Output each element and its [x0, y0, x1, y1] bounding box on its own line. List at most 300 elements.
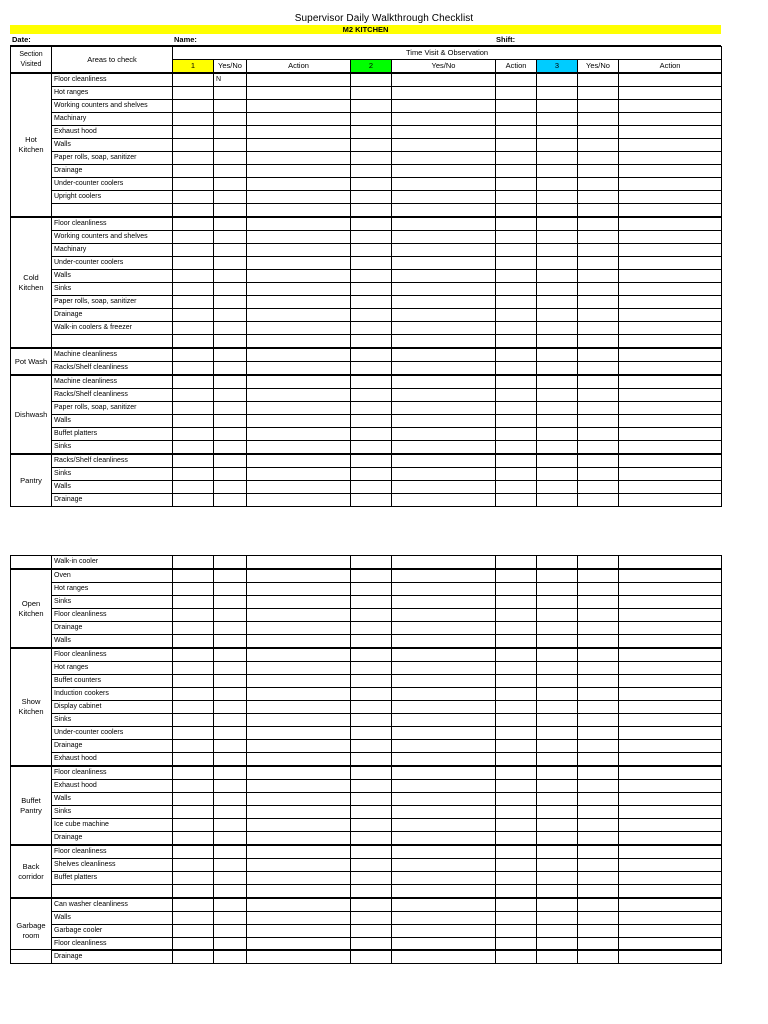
visit-2-time-cell[interactable] — [351, 596, 392, 609]
visit-1-yes-no-cell[interactable] — [214, 951, 247, 964]
visit-3-action-cell[interactable] — [619, 885, 722, 899]
visit-1-yes-no-cell[interactable] — [214, 178, 247, 191]
visit-1-action-cell[interactable] — [247, 596, 351, 609]
visit-2-time-cell[interactable] — [351, 428, 392, 441]
visit-1-yes-no-cell[interactable] — [214, 283, 247, 296]
visit-1-yes-no-cell[interactable] — [214, 701, 247, 714]
visit-3-yes-no-cell[interactable] — [578, 152, 619, 165]
visit-3-time-cell[interactable] — [537, 714, 578, 727]
visit-3-yes-no-cell[interactable] — [578, 244, 619, 257]
visit-2-action-cell[interactable] — [496, 126, 537, 139]
visit-1-yes-no-cell[interactable] — [214, 688, 247, 701]
visit-1-time-cell[interactable] — [173, 740, 214, 753]
visit-1-yes-no-cell[interactable] — [214, 139, 247, 152]
visit-3-time-cell[interactable] — [537, 296, 578, 309]
visit-1-yes-no-cell[interactable] — [214, 556, 247, 570]
visit-2-yes-no-cell[interactable] — [392, 283, 496, 296]
visit-3-yes-no-cell[interactable] — [578, 845, 619, 859]
visit-2-action-cell[interactable] — [496, 780, 537, 793]
visit-3-time-cell[interactable] — [537, 635, 578, 649]
visit-1-action-cell[interactable] — [247, 87, 351, 100]
visit-3-time-cell[interactable] — [537, 191, 578, 204]
visit-2-time-cell[interactable] — [351, 204, 392, 218]
visit-3-time-cell[interactable] — [537, 951, 578, 964]
visit-1-action-cell[interactable] — [247, 204, 351, 218]
visit-1-time-cell[interactable] — [173, 925, 214, 938]
visit-3-time-cell[interactable] — [537, 375, 578, 389]
visit-3-yes-no-cell[interactable] — [578, 204, 619, 218]
visit-1-yes-no-cell[interactable] — [214, 925, 247, 938]
visit-2-time-cell[interactable] — [351, 701, 392, 714]
visit-2-time-cell[interactable] — [351, 322, 392, 335]
visit-1-action-cell[interactable] — [247, 714, 351, 727]
visit-3-yes-no-cell[interactable] — [578, 688, 619, 701]
visit-2-action-cell[interactable] — [496, 309, 537, 322]
visit-3-action-cell[interactable] — [619, 428, 722, 441]
visit-3-action-cell[interactable] — [619, 204, 722, 218]
visit-2-yes-no-cell[interactable] — [392, 322, 496, 335]
visit-1-time-cell[interactable] — [173, 701, 214, 714]
visit-3-action-cell[interactable] — [619, 635, 722, 649]
visit-3-yes-no-cell[interactable] — [578, 296, 619, 309]
visit-2-yes-no-cell[interactable] — [392, 596, 496, 609]
visit-3-action-cell[interactable] — [619, 126, 722, 139]
visit-1-yes-no-cell[interactable] — [214, 217, 247, 231]
visit-2-action-cell[interactable] — [496, 675, 537, 688]
visit-1-action-cell[interactable] — [247, 675, 351, 688]
visit-2-time-cell[interactable] — [351, 402, 392, 415]
visit-1-time-cell[interactable] — [173, 113, 214, 126]
visit-2-time-cell[interactable] — [351, 270, 392, 283]
visit-1-time-cell[interactable] — [173, 832, 214, 846]
visit-1-action-cell[interactable] — [247, 283, 351, 296]
visit-2-time-cell[interactable] — [351, 819, 392, 832]
visit-1-action-cell[interactable] — [247, 191, 351, 204]
visit-2-time-cell[interactable] — [351, 468, 392, 481]
visit-3-yes-no-cell[interactable] — [578, 714, 619, 727]
visit-3-yes-no-cell[interactable] — [578, 322, 619, 335]
visit-1-action-cell[interactable] — [247, 468, 351, 481]
visit-3-yes-no-cell[interactable] — [578, 428, 619, 441]
visit-1-yes-no-cell[interactable] — [214, 859, 247, 872]
visit-1-time-cell[interactable] — [173, 727, 214, 740]
visit-2-yes-no-cell[interactable] — [392, 662, 496, 675]
visit-1-yes-no-cell[interactable] — [214, 569, 247, 583]
visit-3-yes-no-cell[interactable] — [578, 283, 619, 296]
visit-2-yes-no-cell[interactable] — [392, 152, 496, 165]
visit-1-yes-no-cell[interactable] — [214, 727, 247, 740]
visit-2-action-cell[interactable] — [496, 885, 537, 899]
visit-1-action-cell[interactable] — [247, 428, 351, 441]
visit-2-time-cell[interactable] — [351, 454, 392, 468]
visit-1-yes-no-cell[interactable] — [214, 872, 247, 885]
visit-2-yes-no-cell[interactable] — [392, 217, 496, 231]
visit-3-yes-no-cell[interactable] — [578, 583, 619, 596]
visit-3-yes-no-cell[interactable] — [578, 898, 619, 912]
visit-1-yes-no-cell[interactable] — [214, 87, 247, 100]
visit-1-yes-no-cell[interactable] — [214, 766, 247, 780]
visit-1-time-cell[interactable] — [173, 165, 214, 178]
visit-1-action-cell[interactable] — [247, 872, 351, 885]
visit-2-time-cell[interactable] — [351, 793, 392, 806]
visit-1-time-cell[interactable] — [173, 389, 214, 402]
visit-3-yes-no-cell[interactable] — [578, 912, 619, 925]
visit-3-yes-no-cell[interactable] — [578, 402, 619, 415]
visit-3-action-cell[interactable] — [619, 165, 722, 178]
visit-1-action-cell[interactable] — [247, 362, 351, 376]
visit-2-action-cell[interactable] — [496, 113, 537, 126]
visit-1-yes-no-cell[interactable] — [214, 113, 247, 126]
visit-2-yes-no-cell[interactable] — [392, 885, 496, 899]
visit-1-time-cell[interactable] — [173, 217, 214, 231]
visit-2-action-cell[interactable] — [496, 583, 537, 596]
visit-1-action-cell[interactable] — [247, 885, 351, 899]
visit-1-yes-no-cell[interactable] — [214, 806, 247, 819]
visit-1-action-cell[interactable] — [247, 100, 351, 113]
visit-3-yes-no-cell[interactable] — [578, 217, 619, 231]
visit-2-time-cell[interactable] — [351, 609, 392, 622]
visit-1-action-cell[interactable] — [247, 309, 351, 322]
visit-1-time-cell[interactable] — [173, 596, 214, 609]
visit-3-yes-no-cell[interactable] — [578, 622, 619, 635]
visit-1-time-cell[interactable] — [173, 753, 214, 767]
visit-1-action-cell[interactable] — [247, 335, 351, 349]
visit-1-action-cell[interactable] — [247, 583, 351, 596]
visit-1-action-cell[interactable] — [247, 569, 351, 583]
visit-3-action-cell[interactable] — [619, 231, 722, 244]
visit-3-action-cell[interactable] — [619, 648, 722, 662]
visit-1-action-cell[interactable] — [247, 622, 351, 635]
visit-1-action-cell[interactable] — [247, 270, 351, 283]
visit-2-yes-no-cell[interactable] — [392, 257, 496, 270]
visit-1-time-cell[interactable] — [173, 766, 214, 780]
visit-1-action-cell[interactable] — [247, 152, 351, 165]
visit-2-yes-no-cell[interactable] — [392, 925, 496, 938]
visit-3-yes-no-cell[interactable] — [578, 113, 619, 126]
visit-3-yes-no-cell[interactable] — [578, 859, 619, 872]
visit-1-time-cell[interactable] — [173, 859, 214, 872]
visit-3-action-cell[interactable] — [619, 609, 722, 622]
visit-2-yes-no-cell[interactable] — [392, 165, 496, 178]
visit-2-yes-no-cell[interactable] — [392, 204, 496, 218]
visit-2-action-cell[interactable] — [496, 244, 537, 257]
visit-3-time-cell[interactable] — [537, 819, 578, 832]
visit-3-yes-no-cell[interactable] — [578, 885, 619, 899]
visit-1-time-cell[interactable] — [173, 335, 214, 349]
visit-3-time-cell[interactable] — [537, 494, 578, 507]
visit-3-action-cell[interactable] — [619, 806, 722, 819]
visit-2-action-cell[interactable] — [496, 87, 537, 100]
visit-3-action-cell[interactable] — [619, 793, 722, 806]
visit-3-action-cell[interactable] — [619, 100, 722, 113]
visit-3-time-cell[interactable] — [537, 100, 578, 113]
visit-3-time-cell[interactable] — [537, 780, 578, 793]
visit-2-yes-no-cell[interactable] — [392, 481, 496, 494]
visit-2-action-cell[interactable] — [496, 139, 537, 152]
visit-1-action-cell[interactable] — [247, 481, 351, 494]
visit-3-action-cell[interactable] — [619, 335, 722, 349]
visit-3-time-cell[interactable] — [537, 912, 578, 925]
visit-3-action-cell[interactable] — [619, 73, 722, 87]
visit-2-action-cell[interactable] — [496, 362, 537, 376]
visit-2-action-cell[interactable] — [496, 454, 537, 468]
visit-1-yes-no-cell[interactable] — [214, 454, 247, 468]
visit-1-time-cell[interactable] — [173, 635, 214, 649]
visit-2-time-cell[interactable] — [351, 556, 392, 570]
visit-2-yes-no-cell[interactable] — [392, 389, 496, 402]
visit-3-time-cell[interactable] — [537, 872, 578, 885]
visit-3-time-cell[interactable] — [537, 583, 578, 596]
visit-2-yes-no-cell[interactable] — [392, 375, 496, 389]
visit-3-time-cell[interactable] — [537, 925, 578, 938]
visit-3-yes-no-cell[interactable] — [578, 126, 619, 139]
visit-3-time-cell[interactable] — [537, 859, 578, 872]
visit-1-action-cell[interactable] — [247, 845, 351, 859]
visit-2-action-cell[interactable] — [496, 753, 537, 767]
visit-1-yes-no-cell[interactable] — [214, 912, 247, 925]
visit-1-yes-no-cell[interactable] — [214, 494, 247, 507]
visit-3-action-cell[interactable] — [619, 309, 722, 322]
visit-3-action-cell[interactable] — [619, 556, 722, 570]
visit-3-time-cell[interactable] — [537, 753, 578, 767]
visit-3-yes-no-cell[interactable] — [578, 309, 619, 322]
visit-3-time-cell[interactable] — [537, 348, 578, 362]
visit-2-time-cell[interactable] — [351, 362, 392, 376]
visit-3-action-cell[interactable] — [619, 244, 722, 257]
visit-2-action-cell[interactable] — [496, 335, 537, 349]
visit-2-yes-no-cell[interactable] — [392, 335, 496, 349]
visit-3-action-cell[interactable] — [619, 727, 722, 740]
visit-2-time-cell[interactable] — [351, 231, 392, 244]
visit-2-time-cell[interactable] — [351, 648, 392, 662]
visit-2-time-cell[interactable] — [351, 217, 392, 231]
visit-2-time-cell[interactable] — [351, 389, 392, 402]
visit-1-action-cell[interactable] — [247, 165, 351, 178]
visit-2-action-cell[interactable] — [496, 688, 537, 701]
visit-3-time-cell[interactable] — [537, 139, 578, 152]
visit-2-action-cell[interactable] — [496, 766, 537, 780]
visit-1-action-cell[interactable] — [247, 178, 351, 191]
visit-2-action-cell[interactable] — [496, 793, 537, 806]
visit-1-action-cell[interactable] — [247, 648, 351, 662]
visit-2-yes-no-cell[interactable] — [392, 556, 496, 570]
visit-2-action-cell[interactable] — [496, 740, 537, 753]
visit-1-action-cell[interactable] — [247, 375, 351, 389]
visit-3-action-cell[interactable] — [619, 819, 722, 832]
visit-3-action-cell[interactable] — [619, 845, 722, 859]
visit-3-yes-no-cell[interactable] — [578, 270, 619, 283]
visit-1-time-cell[interactable] — [173, 178, 214, 191]
visit-3-action-cell[interactable] — [619, 740, 722, 753]
visit-1-yes-no-cell[interactable] — [214, 635, 247, 649]
visit-1-yes-no-cell[interactable] — [214, 402, 247, 415]
visit-1-action-cell[interactable] — [247, 819, 351, 832]
visit-3-yes-no-cell[interactable] — [578, 806, 619, 819]
visit-2-time-cell[interactable] — [351, 244, 392, 257]
visit-1-time-cell[interactable] — [173, 204, 214, 218]
visit-2-action-cell[interactable] — [496, 701, 537, 714]
visit-3-action-cell[interactable] — [619, 596, 722, 609]
visit-1-yes-no-cell[interactable] — [214, 191, 247, 204]
visit-1-time-cell[interactable] — [173, 244, 214, 257]
visit-2-action-cell[interactable] — [496, 912, 537, 925]
visit-3-yes-no-cell[interactable] — [578, 753, 619, 767]
visit-2-time-cell[interactable] — [351, 309, 392, 322]
visit-2-action-cell[interactable] — [496, 727, 537, 740]
visit-2-yes-no-cell[interactable] — [392, 126, 496, 139]
visit-1-action-cell[interactable] — [247, 73, 351, 87]
visit-2-yes-no-cell[interactable] — [392, 468, 496, 481]
visit-2-yes-no-cell[interactable] — [392, 244, 496, 257]
visit-3-yes-no-cell[interactable] — [578, 675, 619, 688]
visit-2-time-cell[interactable] — [351, 859, 392, 872]
visit-1-action-cell[interactable] — [247, 494, 351, 507]
visit-2-action-cell[interactable] — [496, 283, 537, 296]
visit-2-action-cell[interactable] — [496, 622, 537, 635]
visit-2-yes-no-cell[interactable] — [392, 714, 496, 727]
visit-3-action-cell[interactable] — [619, 872, 722, 885]
visit-1-yes-no-cell[interactable] — [214, 583, 247, 596]
visit-2-time-cell[interactable] — [351, 441, 392, 455]
visit-1-yes-no-cell[interactable] — [214, 126, 247, 139]
visit-2-time-cell[interactable] — [351, 806, 392, 819]
visit-2-time-cell[interactable] — [351, 714, 392, 727]
visit-2-time-cell[interactable] — [351, 951, 392, 964]
visit-1-time-cell[interactable] — [173, 675, 214, 688]
visit-2-yes-no-cell[interactable] — [392, 845, 496, 859]
visit-3-action-cell[interactable] — [619, 152, 722, 165]
visit-2-yes-no-cell[interactable] — [392, 675, 496, 688]
visit-1-yes-no-cell[interactable] — [214, 609, 247, 622]
visit-1-yes-no-cell[interactable] — [214, 885, 247, 899]
visit-3-time-cell[interactable] — [537, 688, 578, 701]
visit-2-time-cell[interactable] — [351, 165, 392, 178]
visit-1-time-cell[interactable] — [173, 912, 214, 925]
visit-2-time-cell[interactable] — [351, 191, 392, 204]
visit-3-time-cell[interactable] — [537, 126, 578, 139]
visit-3-time-cell[interactable] — [537, 727, 578, 740]
visit-1-yes-no-cell[interactable] — [214, 596, 247, 609]
visit-3-yes-no-cell[interactable] — [578, 569, 619, 583]
visit-1-time-cell[interactable] — [173, 806, 214, 819]
visit-2-action-cell[interactable] — [496, 872, 537, 885]
visit-3-action-cell[interactable] — [619, 780, 722, 793]
visit-1-time-cell[interactable] — [173, 780, 214, 793]
visit-3-action-cell[interactable] — [619, 415, 722, 428]
visit-1-time-cell[interactable] — [173, 348, 214, 362]
visit-3-time-cell[interactable] — [537, 231, 578, 244]
visit-3-yes-no-cell[interactable] — [578, 596, 619, 609]
visit-3-yes-no-cell[interactable] — [578, 362, 619, 376]
visit-2-action-cell[interactable] — [496, 389, 537, 402]
visit-3-action-cell[interactable] — [619, 859, 722, 872]
visit-2-time-cell[interactable] — [351, 126, 392, 139]
visit-2-action-cell[interactable] — [496, 635, 537, 649]
visit-1-yes-no-cell[interactable] — [214, 375, 247, 389]
visit-2-action-cell[interactable] — [496, 322, 537, 335]
visit-3-yes-no-cell[interactable] — [578, 727, 619, 740]
visit-1-action-cell[interactable] — [247, 951, 351, 964]
visit-1-time-cell[interactable] — [173, 441, 214, 455]
visit-3-time-cell[interactable] — [537, 701, 578, 714]
visit-1-yes-no-cell[interactable] — [214, 793, 247, 806]
visit-3-yes-no-cell[interactable] — [578, 701, 619, 714]
visit-3-action-cell[interactable] — [619, 257, 722, 270]
visit-2-action-cell[interactable] — [496, 415, 537, 428]
visit-3-action-cell[interactable] — [619, 622, 722, 635]
visit-1-time-cell[interactable] — [173, 648, 214, 662]
visit-3-time-cell[interactable] — [537, 793, 578, 806]
visit-1-time-cell[interactable] — [173, 375, 214, 389]
visit-3-action-cell[interactable] — [619, 912, 722, 925]
visit-3-time-cell[interactable] — [537, 165, 578, 178]
visit-2-yes-no-cell[interactable] — [392, 87, 496, 100]
visit-3-action-cell[interactable] — [619, 481, 722, 494]
visit-2-action-cell[interactable] — [496, 217, 537, 231]
visit-1-time-cell[interactable] — [173, 191, 214, 204]
visit-1-yes-no-cell[interactable] — [214, 348, 247, 362]
visit-1-action-cell[interactable] — [247, 296, 351, 309]
visit-1-action-cell[interactable] — [247, 780, 351, 793]
visit-1-time-cell[interactable] — [173, 87, 214, 100]
visit-3-yes-no-cell[interactable] — [578, 635, 619, 649]
visit-3-time-cell[interactable] — [537, 113, 578, 126]
visit-3-action-cell[interactable] — [619, 191, 722, 204]
visit-2-time-cell[interactable] — [351, 727, 392, 740]
visit-3-action-cell[interactable] — [619, 139, 722, 152]
visit-2-action-cell[interactable] — [496, 859, 537, 872]
visit-3-yes-no-cell[interactable] — [578, 389, 619, 402]
visit-2-yes-no-cell[interactable] — [392, 73, 496, 87]
visit-3-time-cell[interactable] — [537, 73, 578, 87]
visit-2-time-cell[interactable] — [351, 569, 392, 583]
visit-1-action-cell[interactable] — [247, 402, 351, 415]
visit-1-time-cell[interactable] — [173, 362, 214, 376]
visit-1-time-cell[interactable] — [173, 688, 214, 701]
visit-1-action-cell[interactable] — [247, 348, 351, 362]
visit-2-action-cell[interactable] — [496, 152, 537, 165]
visit-2-time-cell[interactable] — [351, 283, 392, 296]
visit-3-time-cell[interactable] — [537, 428, 578, 441]
visit-3-action-cell[interactable] — [619, 87, 722, 100]
visit-2-time-cell[interactable] — [351, 348, 392, 362]
visit-1-yes-no-cell[interactable] — [214, 832, 247, 846]
visit-2-time-cell[interactable] — [351, 662, 392, 675]
visit-3-yes-no-cell[interactable] — [578, 648, 619, 662]
visit-3-time-cell[interactable] — [537, 622, 578, 635]
visit-1-time-cell[interactable] — [173, 100, 214, 113]
visit-3-yes-no-cell[interactable] — [578, 73, 619, 87]
visit-1-action-cell[interactable] — [247, 139, 351, 152]
visit-1-action-cell[interactable] — [247, 727, 351, 740]
visit-1-action-cell[interactable] — [247, 635, 351, 649]
visit-2-time-cell[interactable] — [351, 415, 392, 428]
visit-1-time-cell[interactable] — [173, 845, 214, 859]
visit-3-action-cell[interactable] — [619, 113, 722, 126]
visit-1-yes-no-cell[interactable] — [214, 204, 247, 218]
visit-1-yes-no-cell[interactable] — [214, 362, 247, 376]
visit-3-time-cell[interactable] — [537, 468, 578, 481]
visit-1-action-cell[interactable] — [247, 609, 351, 622]
visit-2-yes-no-cell[interactable] — [392, 872, 496, 885]
visit-1-action-cell[interactable] — [247, 740, 351, 753]
visit-1-time-cell[interactable] — [173, 951, 214, 964]
visit-2-action-cell[interactable] — [496, 191, 537, 204]
visit-1-yes-no-cell[interactable] — [214, 648, 247, 662]
visit-1-time-cell[interactable] — [173, 583, 214, 596]
visit-1-action-cell[interactable] — [247, 753, 351, 767]
visit-3-yes-no-cell[interactable] — [578, 191, 619, 204]
